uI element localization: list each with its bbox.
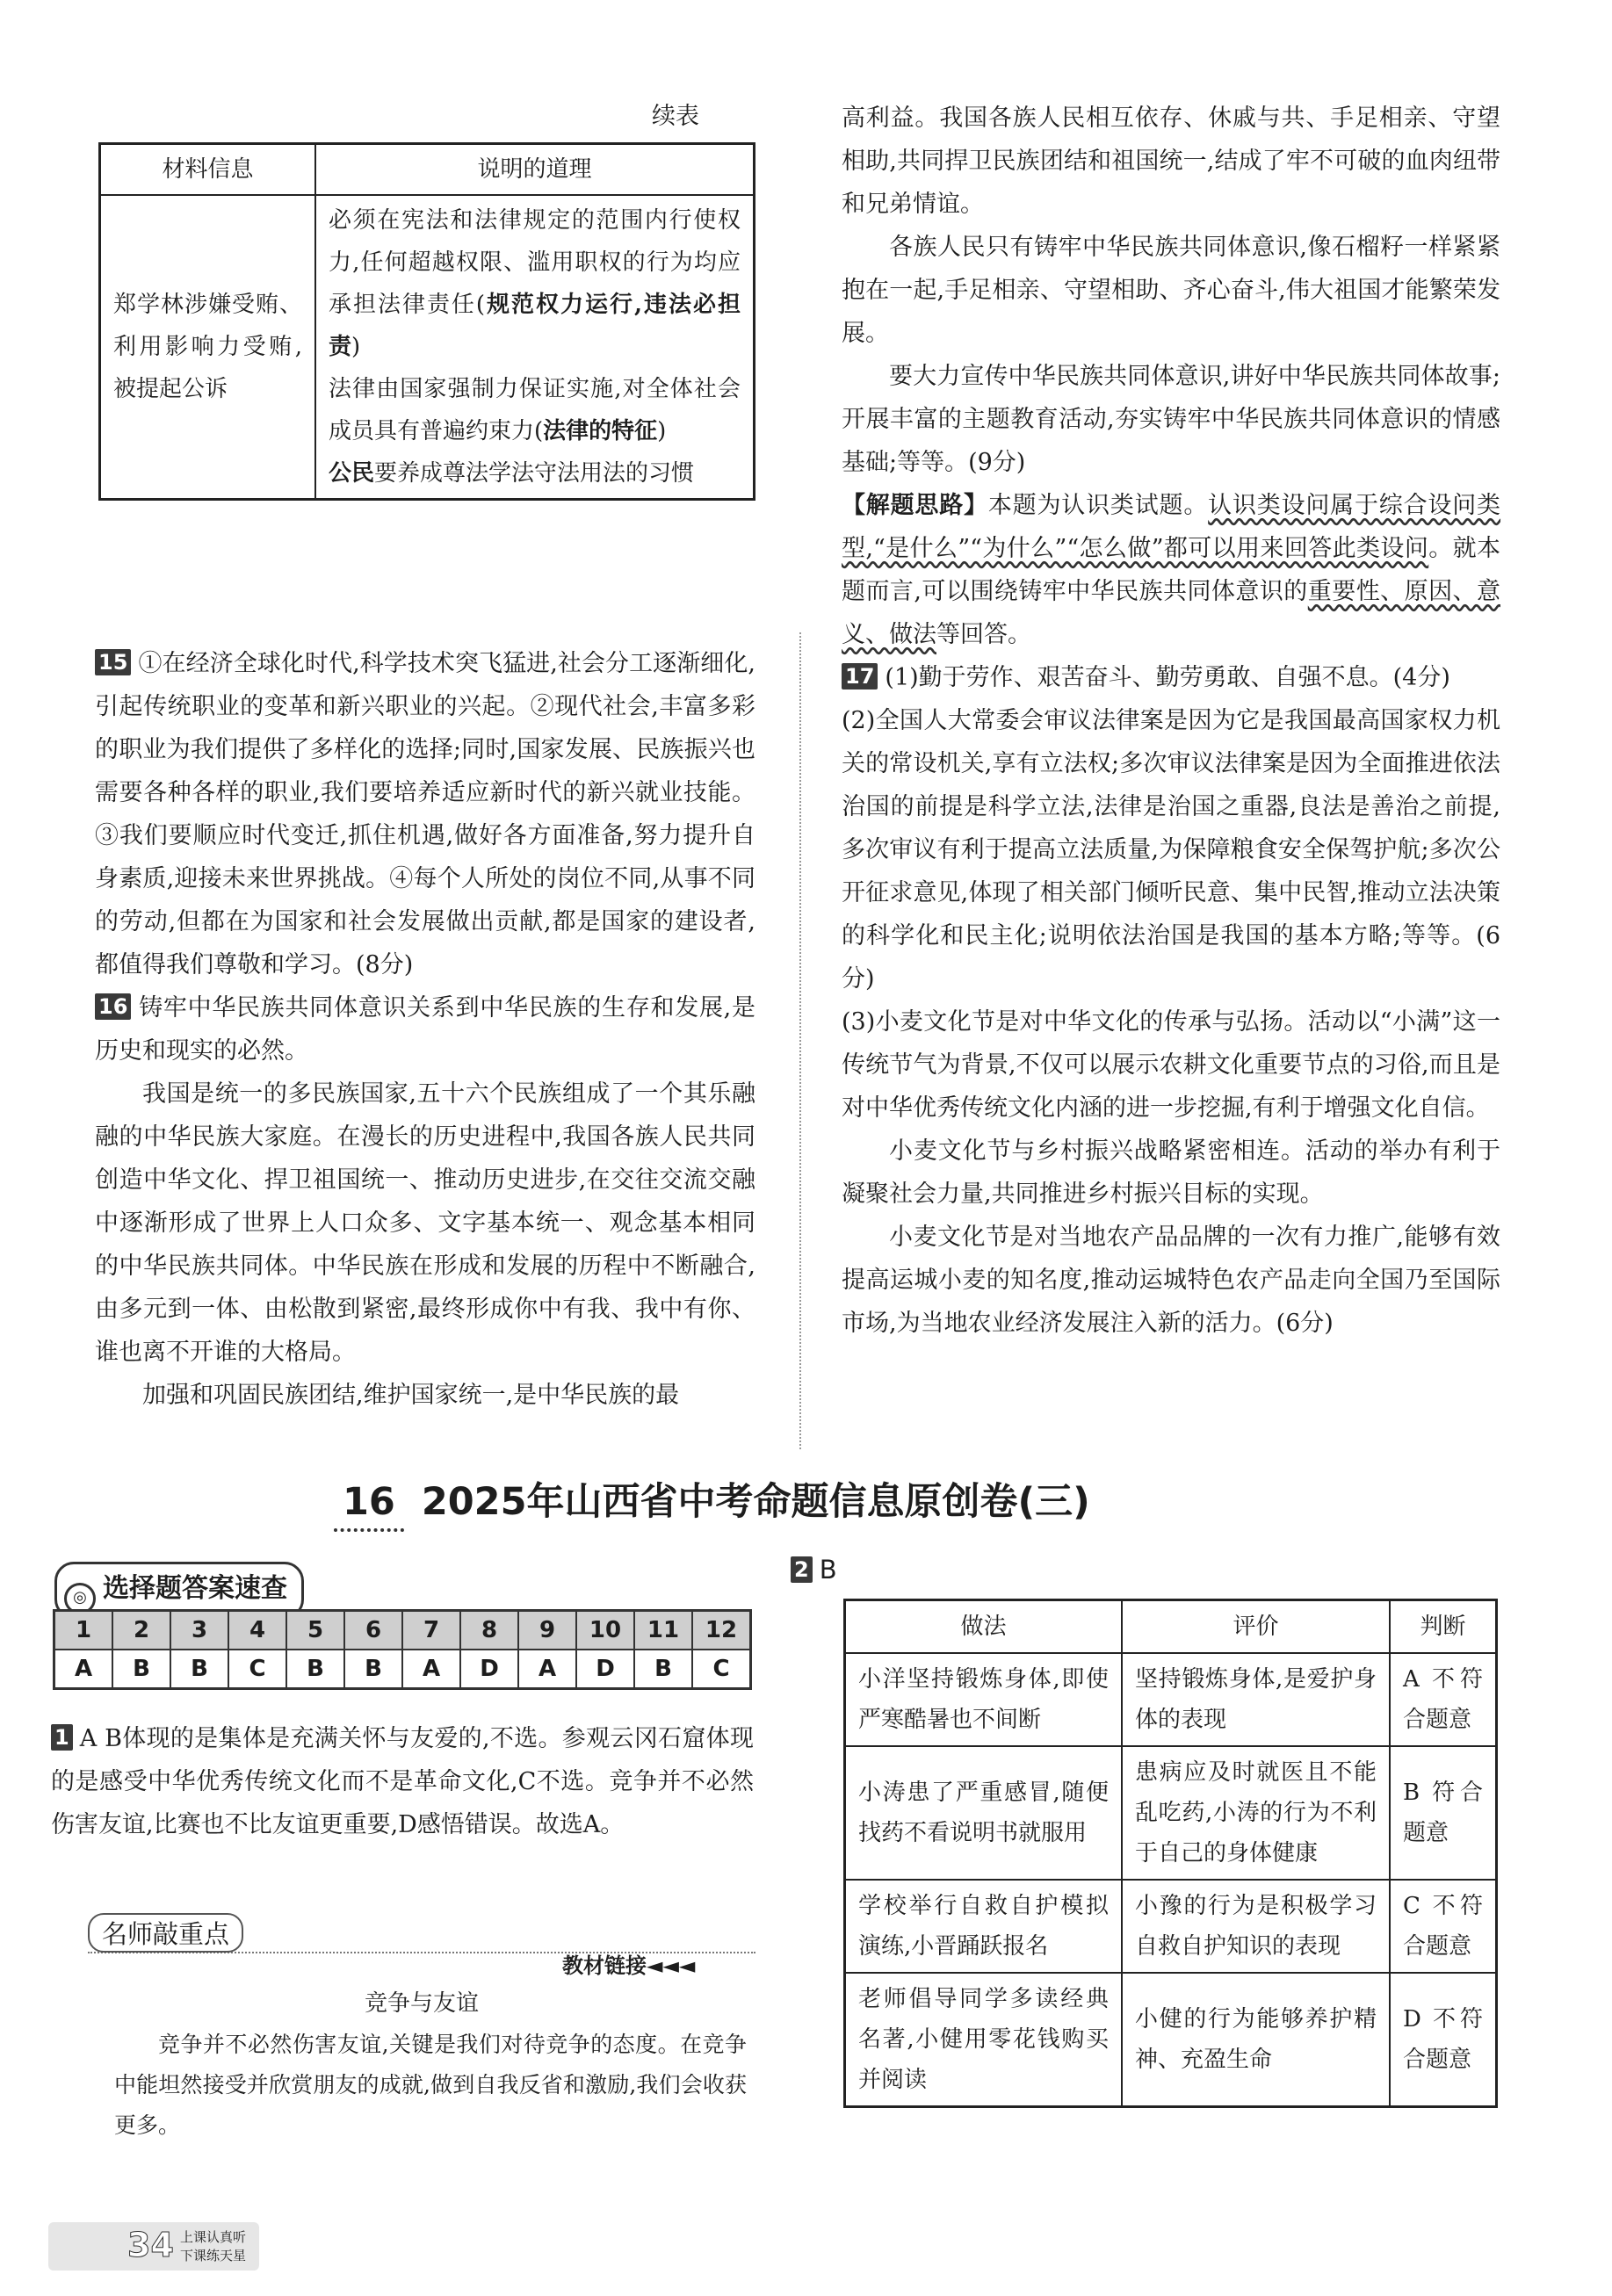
explanation-point-2: 法律由国家强制力保证实施,对全体社会成员具有普遍约束力(法律的特征) bbox=[329, 376, 741, 444]
q16-paragraph: 高利益。我国各族人民相互依存、休戚与共、手足相亲、守望相助,共同捍卫民族团结和祖国统一,结成了牢不可破的血肉纽带和兄弟情谊。 bbox=[842, 105, 1500, 218]
q17-paragraph: (3)小麦文化节是对中华文化的传承与弘扬。活动以“小满”这一传统节气为背景,不仅可以展示农耕文化重要节点的习俗,而且是对中华优秀传统文化内涵的进一步挖掘,有利于增强文化自信。 bbox=[842, 1008, 1500, 1122]
table-header: 评价 bbox=[1122, 1600, 1390, 1654]
table-row: 小洋坚持锻炼身体,即使严寒酷暑也不间断 坚持锻炼身体,是爱护身体的表现 A 不符合题意 bbox=[845, 1653, 1497, 1746]
page-footer bbox=[48, 2222, 259, 2271]
page-number: 34 bbox=[127, 2226, 174, 2264]
question-number-badge: 1 bbox=[51, 1724, 73, 1751]
question-number-badge: 2 bbox=[791, 1556, 813, 1583]
answer-key-answers: A B B C B B A D A D B C bbox=[54, 1650, 751, 1689]
table-header: 材料信息 bbox=[100, 144, 316, 196]
q16-paragraph: 各族人民只有铸牢中华民族共同体意识,像石榴籽一样紧紧抱在一起,手足相亲、守望相助、齐心奋斗,伟大祖国才能繁荣发展。 bbox=[842, 234, 1500, 347]
search-icon: ◎ bbox=[64, 1583, 96, 1614]
continued-table-label: 续表 bbox=[652, 103, 699, 130]
section-number: 16 bbox=[334, 1476, 404, 1532]
explanation-cell bbox=[315, 195, 755, 500]
section-title-text: 2025年山西省中考命题信息原创卷(三) bbox=[421, 1480, 1090, 1524]
table-row: 学校举行自救自护模拟演练,小晋踊跃报名 小豫的行为是积极学习自救自护知识的表现 C 不符合题意 bbox=[845, 1880, 1497, 1973]
teacher-subtitle: 竞争与友谊 bbox=[364, 1990, 479, 2017]
q1-answer: 1 A B体现的是集体是充满关怀与友爱的,不选。参观云冈石窟体现的是感受中华优秀传统文化而不是革命文化,C不选。竞争并不必然伤害友谊,比赛也不比友谊更重要,D感悟错误。故选A。 bbox=[51, 1725, 754, 1838]
footer-slogan: 上课认真听 bbox=[180, 2229, 247, 2245]
teacher-highlight-label: 名师敲重点 bbox=[88, 1913, 243, 1953]
table-header: 说明的道理 bbox=[315, 144, 755, 196]
q17-paragraph: 小麦文化节与乡村振兴战略紧密相连。活动的举办有利于凝聚社会力量,共同推进乡村振兴目标的实现。 bbox=[842, 1137, 1500, 1208]
q16-paragraph: 要大力宣传中华民族共同体意识,讲好中华民族共同体故事;开展丰富的主题教育活动,夯实铸牢中华民族共同体意识的情感基础;等等。(9分) bbox=[842, 363, 1500, 476]
quick-answer-label: ◎ 选择题答案速查 bbox=[54, 1562, 304, 1619]
table-row: 小涛患了严重感冒,随便找药不看说明书就服用 患病应及时就医且不能乱吃药,小涛的行为不利于自己的身体健康 B 符合题意 bbox=[845, 1746, 1497, 1880]
explanation-point-3: 公民要养成尊法学法守法用法的习惯 bbox=[329, 460, 695, 487]
section-title bbox=[334, 1476, 1300, 1532]
material-table bbox=[98, 142, 755, 501]
q2-answer: 2 B bbox=[791, 1555, 837, 1585]
q16-analysis: 【解题思路】本题为认识类试题。认识类设问属于综合设问类型,“是什么”“为什么”“怎么做”都可以用来回答此类设问。就本题而言,可以围绕铸牢中华民族共同体意识的重要性、原因、意义、做法等回答。 bbox=[842, 492, 1501, 648]
q16-paragraph: 我国是统一的多民族国家,五十六个民族组成了一个其乐融融的中华民族大家庭。在漫长的历史进程中,我国各族人民共同创造中华文化、捍卫祖国统一、推动历史进步,在交往交流交融中逐渐形成了世界上人口众多、文字基本统一、观念基本相同的中华民族共同体。中华民族在形成和发展的历程中不断融合,由多元到一体、由松散到紧密,最终形成你中有我、我中有你、谁也离不开谁的大格局。 bbox=[95, 1080, 755, 1366]
left-column-answers bbox=[95, 642, 755, 1417]
column-divider bbox=[799, 632, 801, 1449]
answer-key-table bbox=[53, 1609, 752, 1690]
table-row: 老师倡导同学多读经典名著,小健用零花钱购买并阅读 小健的行为能够养护精神、充盈生命 D 不符合题意 bbox=[845, 1973, 1497, 2107]
table-header: 判断 bbox=[1390, 1600, 1497, 1654]
question-number-badge: 17 bbox=[842, 663, 878, 690]
table-header: 做法 bbox=[845, 1600, 1123, 1654]
question-number-badge: 16 bbox=[95, 993, 131, 1020]
q16-answer-intro: 16 铸牢中华民族共同体意识关系到中华民族的生存和发展,是历史和现实的必然。 bbox=[95, 994, 755, 1065]
right-column-answers bbox=[842, 97, 1500, 1345]
q17-answer: 17 (1)勤于劳作、艰苦奋斗、勤劳勇敢、自强不息。(4分) bbox=[842, 656, 1500, 699]
q16-paragraph: 加强和巩固民族团结,维护国家统一,是中华民族的最 bbox=[142, 1382, 680, 1409]
material-cell: 郑学林涉嫌受贿、利用影响力受贿,被提起公诉 bbox=[100, 195, 316, 500]
explanation-point-1: 必须在宪法和法律规定的范围内行使权力,任何超越权限、滥用职权的行为均应承担法律责任(规范权力运行,违法必担责) bbox=[329, 207, 741, 360]
answer-key-numbers: 1 2 3 4 5 6 7 8 9 10 11 12 bbox=[54, 1611, 751, 1650]
question-number-badge: 15 bbox=[95, 649, 131, 675]
q17-paragraph: (2)全国人大常委会审议法律案是因为它是我国最高国家权力机关的常设机关,享有立法权;多次审议法律案是因为全面推进依法治国的前提是科学立法,法律是治国之重器,良法是善治之前提,多次审议有利于提高立法质量,为保障粮食安全保驾护航;多次公开征求意见,体现了相关部门倾听民意、集中民智,推动立法决策的科学化和民主化;说明依法治国是我国的基本方略;等等。(6分) bbox=[842, 707, 1500, 993]
textbook-link: 教材链接◄◄◄ bbox=[562, 1953, 696, 1978]
footer-slogan: 下课练天星 bbox=[180, 2248, 247, 2264]
q15-answer: 15 ①在经济全球化时代,科学技术突飞猛进,社会分工逐渐细化,引起传统职业的变革和新兴职业的兴起。②现代社会,丰富多彩的职业为我们提供了多样化的选择;同时,国家发展、民族振兴也需要各种各样的职业,我们要培养适应新时代的新兴就业技能。③我们要顺应时代变迁,抓住机遇,做好各方面准备,努力提升自身素质,迎接未来世界挑战。④每个人所处的岗位不同,从事不同的劳动,但都在为国家和社会发展做出贡献,都是国家的建设者,都值得我们尊敬和学习。(8分) bbox=[95, 650, 755, 978]
teacher-text: 竞争并不必然伤害友谊,关键是我们对待竞争的态度。在竞争中能坦然接受并欣赏朋友的成就,做到自我反省和激励,我们会收获更多。 bbox=[114, 2032, 747, 2138]
evaluation-table bbox=[843, 1599, 1498, 2108]
q17-paragraph: 小麦文化节是对当地农产品品牌的一次有力推广,能够有效提高运城小麦的知名度,推动运城特色农产品走向全国乃至国际市场,为当地农业经济发展注入新的活力。(6分) bbox=[842, 1224, 1500, 1337]
